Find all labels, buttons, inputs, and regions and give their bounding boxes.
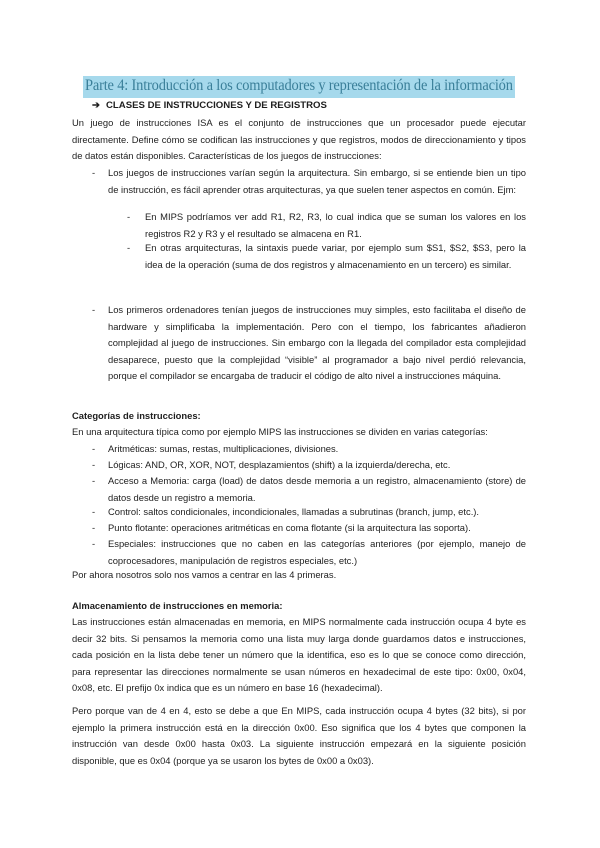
arrow-icon: ➔: [92, 100, 101, 111]
storage-paragraph: Las instrucciones están almacenadas en memoria, en MIPS normalmente cada instrucción ocupa 4 byte es decir 32 bits. Si pensamos la memoria como una lista muy larga donde guardamos datos e instrucciones, cada posición en la lista debe tener un número que la identifica, eso es lo que se conoce como dirección, para representar las direcciones normalmente se usan números en hexadecimal de este tipo: 0x00, 0x04, 0x08, etc. El prefijo 0x indica que es un número en base 16 (hexadecimal).: [72, 616, 526, 693]
bullet-dash: -: [92, 506, 96, 517]
categories-footer: Por ahora nosotros solo nos vamos a centrar en las 4 primeras.: [72, 569, 337, 580]
bullet-dash: -: [92, 167, 96, 178]
intro-paragraph: Un juego de instrucciones ISA es el conjunto de instrucciones que un procesador puede ejecutar directamente. Define cómo se codifican las instrucciones y que registros, modos de direccionamiento y tipos de datos están disponibles. Características de los juegos de instrucciones:: [72, 117, 526, 161]
sub-bullet-item: En otras arquitecturas, la sintaxis puede variar, por ejemplo sum $S1, $S2, $S3, pero la idea de la operación (suma de dos registros y almacenamiento en un tercero) es similar.: [145, 242, 526, 270]
storage-paragraph: Pero porque van de 4 en 4, esto se debe a que En MIPS, cada instrucción ocupa 4 bytes (32 bits), si por ejemplo la primera instrucción está en la dirección 0x00. Eso significa que los 4 bytes que componen la instrucción van desde 0x00 hasta 0x03. La siguiente instrucción empezará en la siguiente posición disponible, que es 0x04 (porque ya se usaron los bytes de 0x00 a 0x03).: [72, 705, 526, 766]
bullet-dash: -: [92, 538, 96, 549]
bullet-dash: -: [92, 304, 96, 315]
category-item: Especiales: instrucciones que no caben en las categorías anteriores (por ejemplo, manejo de coprocesadores, manipulación de registros especiales, etc.): [108, 538, 526, 566]
section-heading: [92, 100, 327, 111]
bullet-dash: -: [92, 522, 96, 533]
bullet-dash: -: [92, 459, 96, 470]
sub-bullet-dash: -: [127, 242, 131, 253]
sub-bullet-dash: -: [127, 211, 131, 222]
bullet-dash: -: [92, 475, 96, 486]
category-item: Aritméticas: sumas, restas, multiplicaciones, divisiones.: [108, 443, 339, 454]
category-item: Punto flotante: operaciones aritméticas en coma flotante (si la arquitectura las soporta).: [108, 522, 471, 533]
sub-bullet-item: En MIPS podríamos ver add R1, R2, R3, lo cual indica que se suman los valores en los registros R2 y R3 y el resultado se almacena en R1.: [145, 211, 526, 239]
bullet-dash: -: [92, 443, 96, 454]
bullet-item: Los juegos de instrucciones varían según la arquitectura. Sin embargo, si se entiende bien un tipo de instrucción, es fácil aprender otras arquitecturas, ya que suelen tener aspectos en común. Ejm:: [108, 167, 526, 195]
storage-heading: Almacenamiento de instrucciones en memoria:: [72, 600, 283, 611]
category-item: Lógicas: AND, OR, XOR, NOT, desplazamientos (shift) a la izquierda/derecha, etc.: [108, 459, 451, 470]
section-heading-text: CLASES DE INSTRUCCIONES Y DE REGISTROS: [106, 100, 327, 111]
page-title-banner: [83, 76, 515, 98]
category-item: Control: saltos condicionales, incondicionales, llamadas a subrutinas (branch, jump, etc.).: [108, 506, 480, 517]
bullet-item: Los primeros ordenadores tenían juegos de instrucciones muy simples, esto facilitaba el diseño de hardware y simplificaba la implementación. Pero con el tiempo, los fabricantes añadieron complejidad al juego de instrucciones. Sin embargo con la llegada del compilador esta complejidad desaparece, puesto que la complejidad “visible” al programador a bajo nivel perdió relevancia, porque el compilador se encargaba de traducir el código de alto nivel a instrucciones máquina.: [108, 304, 526, 381]
category-item: Acceso a Memoria: carga (load) de datos desde memoria a un registro, almacenamiento (store) de datos desde un registro a memoria.: [108, 475, 526, 503]
categories-heading: Categorías de instrucciones:: [72, 410, 201, 421]
categories-intro: En una arquitectura típica como por ejemplo MIPS las instrucciones se dividen en varias categorías:: [72, 426, 488, 437]
page-title: Parte 4: Introducción a los computadores y representación de la información: [85, 77, 513, 94]
